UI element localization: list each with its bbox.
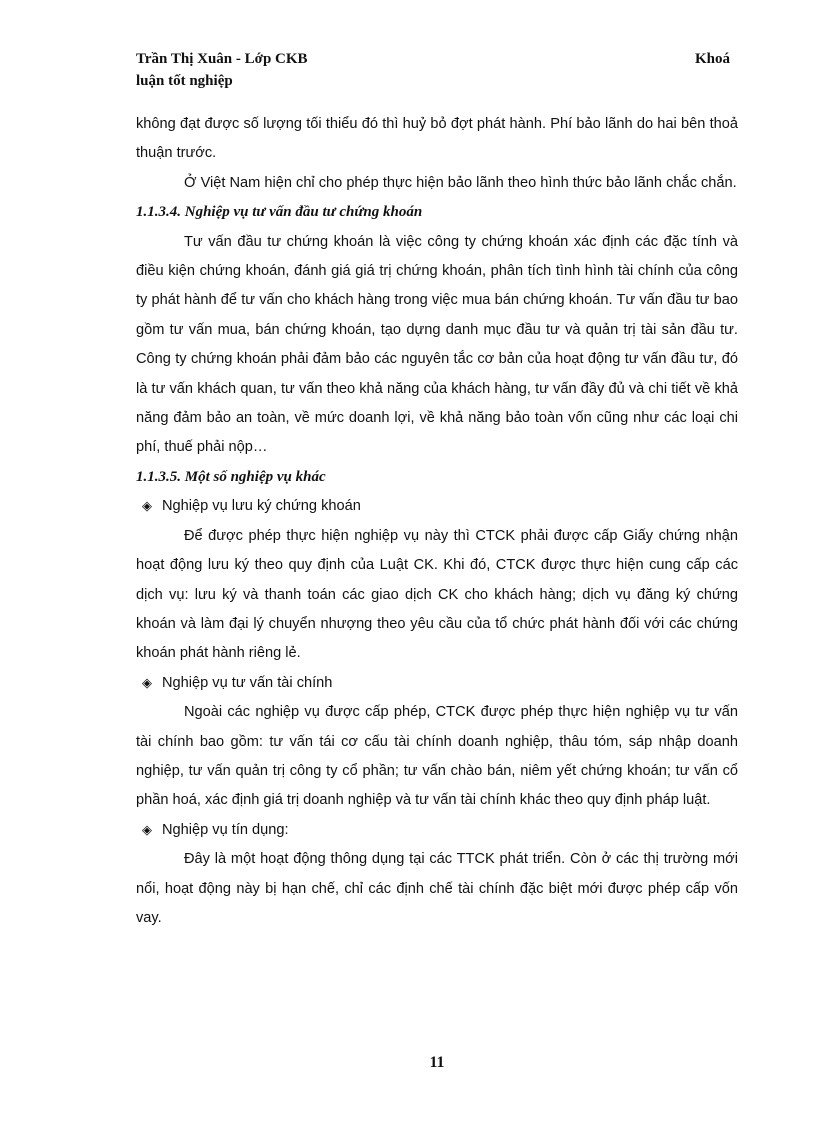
bullet-item-financial-advisory [136, 669, 738, 698]
document-body [136, 110, 738, 933]
paragraph-2: Ở Việt Nam hiện chỉ cho phép thực hiện bảo lãnh theo hình thức bảo lãnh chắc chắn. [184, 174, 737, 191]
bullet-item-custody [136, 492, 738, 521]
page-header [136, 48, 730, 92]
paragraph-4: Để được phép thực hiện nghiệp vụ này thì CTCK phải được cấp Giấy chứng nhận hoạt động lưu ký theo quy định của Luật CK. Khi đó, CTCK được thực hiện cung cấp các dịch vụ: lưu ký và thanh toán các giao dịch CK cho khách hàng; dịch vụ đăng ký chứng khoán và làm đại lý chuyển nhượng theo yêu cầu của tổ chức phát hành đối với các chứng khoán phát hành riêng lẻ. [136, 527, 738, 662]
diamond-bullet-icon: ◈ [142, 822, 152, 838]
header-line2: luận tốt nghiệp [136, 73, 233, 89]
header-right: Khoá [694, 51, 730, 67]
paragraph-3: Tư vấn đầu tư chứng khoán là việc công ty chứng khoán xác định các đặc tính và điều kiện chứng khoán, đánh giá giá trị chứng khoán, phân tích tình hình tài chính của công ty phát hành để tư vấn cho khách hàng trong việc mua bán chứng khoán. Tư vấn đầu tư bao gồm tư vấn mua, bán chứng khoán, tạo dựng danh mục đầu tư và quản trị tài sản đầu tư. Công ty chứng khoán phải đảm bảo các nguyên tắc cơ bản của hoạt động tư vấn đầu tư, đó là tư vấn khách quan, tư vấn theo khả năng của khách hàng, tư vấn đầy đủ và chi tiết về khả năng đảm bảo an toàn, về mức doanh lợi, về khả năng bảo toàn vốn cũng như các loại chi phí, thuế phải nộp… [136, 233, 738, 456]
bullet-label: Nghiệp vụ tư vấn tài chính [162, 674, 333, 691]
paragraph-5: Ngoài các nghiệp vụ được cấp phép, CTCK được phép thực hiện nghiệp vụ tư vấn tài chính bao gồm: tư vấn tái cơ cấu tài chính doanh nghiệp, thâu tóm, sáp nhập doanh nghiệp, tư vấn quản trị công ty cổ phần; tư vấn chào bán, niêm yết chứng khoán; tư vấn cổ phần hoá, xác định giá trị doanh nghiệp và tư vấn tài chính khác theo quy định pháp luật. [136, 704, 738, 809]
page-number: 11 [429, 1054, 445, 1071]
section-heading-1-1-3-4: 1.1.3.4. Nghiệp vụ tư vấn đầu tư chứng khoán [136, 204, 423, 221]
bullet-item-credit [136, 816, 738, 845]
section-heading-1-1-3-5: 1.1.3.5. Một số nghiệp vụ khác [136, 468, 326, 485]
diamond-bullet-icon: ◈ [142, 499, 152, 515]
bullet-label: Nghiệp vụ lưu ký chứng khoán [162, 498, 361, 515]
bullet-label: Nghiệp vụ tín dụng: [162, 821, 289, 838]
paragraph-6: Đây là một hoạt động thông dụng tại các TTCK phát triển. Còn ở các thị trường mới nổi, hoạt động này bị hạn chế, chỉ các định chế tài chính đặc biệt mới được phép cấp vốn vay. [136, 851, 738, 926]
paragraph-1: không đạt được số lượng tối thiểu đó thì huỷ bỏ đợt phát hành. Phí bảo lãnh do hai bên thoả thuận trước. [136, 116, 738, 162]
diamond-bullet-icon: ◈ [142, 675, 152, 691]
header-author: Trần Thị Xuân - Lớp CKB [136, 51, 308, 67]
